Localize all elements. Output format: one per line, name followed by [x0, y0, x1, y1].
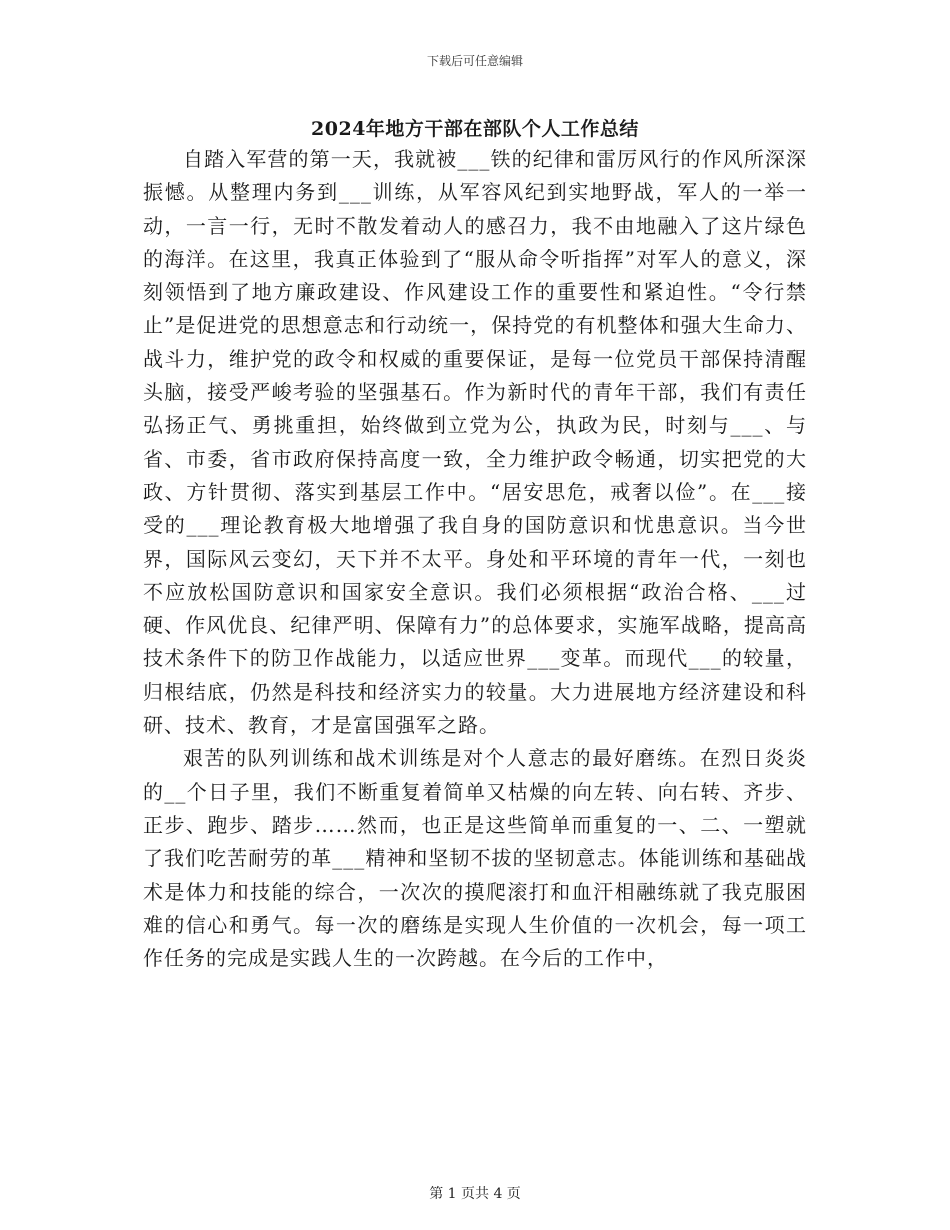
paragraph-1: 自踏入军营的第一天，我就被___铁的纪律和雷厉风行的作风所深深振憾。从整理内务到___训练，从军容风纪到实地野战，军人的一举一动，一言一行，无时不散发着动人的感召力，我不由地融入了这片绿色的海洋。在这里，我真正体验到了“服从命令听指挥”对军人的意义，深刻领悟到了地方廉政建设、作风建设工作的重要性和紧迫性。“令行禁止”是促进党的思想意志和行动统一，保持党的有机整体和强大生命力、战斗力，维护党的政令和权威的重要保证，是每一位党员干部保持清醒头脑，接受严峻考验的坚强基石。作为新时代的青年干部，我们有责任弘扬正气、勇挑重担，始终做到立党为公，执政为民，时刻与___、与省、市委，省市政府保持高度一致，全力维护政令畅通，切实把党的大政、方针贯彻、落实到基层工作中。“居安思危，戒奢以俭”。在___接受的___理论教育极大地增强了我自身的国防意识和忧患意识。当今世界，国际风云变幻，天下并不太平。身处和平环境的青年一代，一刻也不应放松国防意识和国家安全意识。我们必须根据“政治合格、___过硬、作风优良、纪律严明、保障有力”的总体要求，实施军战略，提高高技术条件下的防卫作战能力，以适应世界___变革。而现代___的较量，归根结底，仍然是科技和经济实力的较量。大力进展地方经济建设和科研、技术、教育，才是富国强军之路。	[143, 147, 807, 738]
paragraph-2: 艰苦的队列训练和战术训练是对个人意志的最好磨练。在烈日炎炎的__个日子里，我们不断重复着简单又枯燥的向左转、向右转、齐步、正步、跑步、踏步……然而，也正是这些简单而重复的一、二、一塑就了我们吃苦耐劳的革___精神和坚韧不拔的坚韧意志。体能训练和基础战术是体力和技能的综合，一次次的摸爬滚打和血汗相融练就了我克服困难的信心和勇气。每一次的磨练是实现人生价值的一次机会，每一项工作任务的完成是实践人生的一次跨越。在今后的工作中，	[143, 746, 807, 971]
document-title: 2024年地方干部在部队个人工作总结	[311, 118, 639, 140]
header-note: 下载后可任意编辑	[426, 54, 523, 68]
page-number: 第 1 页共 4 页	[429, 1186, 521, 1202]
document-body	[143, 143, 807, 975]
